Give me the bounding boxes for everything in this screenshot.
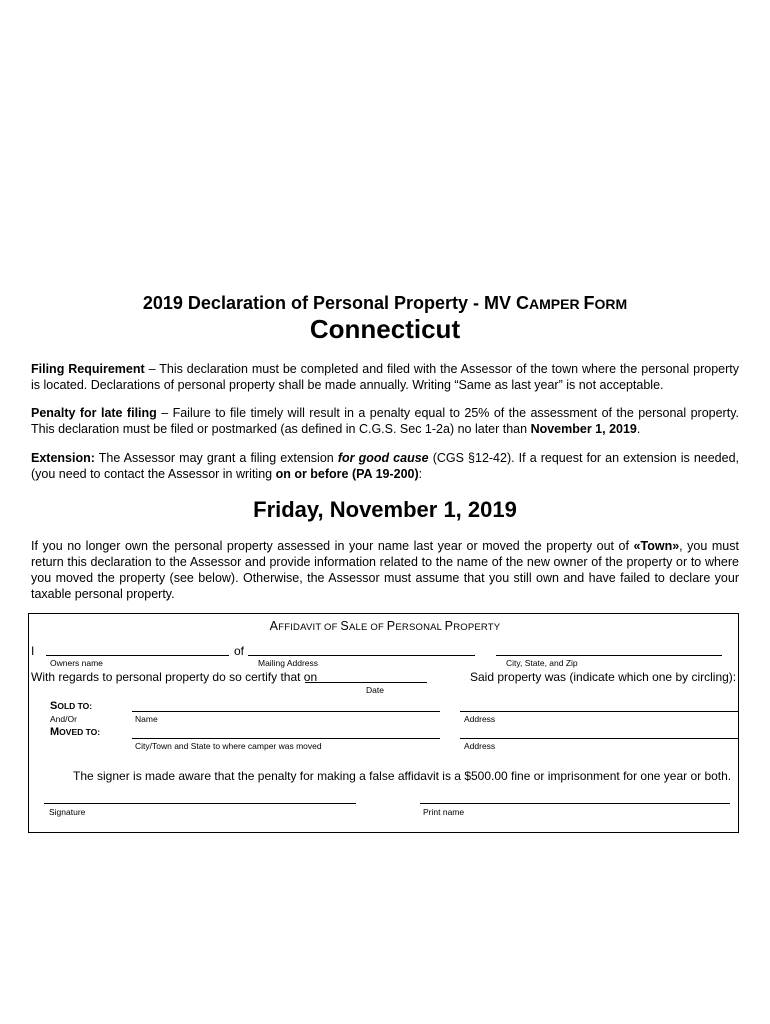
state-heading: Connecticut (309, 314, 461, 344)
sold-address-caption: Address (464, 714, 496, 724)
moved-address-caption: Address (464, 741, 496, 751)
affidavit-title-a: A (269, 619, 279, 633)
said-property-statement: Said property was (indicate which one by circling): (470, 670, 737, 684)
moved-city-line[interactable] (132, 738, 440, 739)
form-title-main: 2019 Declaration of Personal Property - MV (142, 293, 516, 313)
moved-to-label (50, 726, 100, 738)
extension-deadline-phrase: on or before (PA 19-200) (275, 467, 419, 481)
city-state-zip-caption: City, State, and Zip (506, 658, 578, 668)
of-label: of (234, 644, 245, 658)
late-filing-label: Penalty for late filing (31, 406, 157, 420)
signature-caption: Signature (49, 807, 86, 817)
name-caption: Name (135, 714, 158, 724)
notice-text-2: , you must return this declaration to the Assessor and provide information related to the name of the new owner of the property or to where you moved the property (see below). Otherwise, the Assessor must assume that you still own and have failed to declare your taxable personal property. (31, 539, 739, 601)
form-title-form-f: F (583, 293, 595, 313)
extension-label: Extension: (31, 451, 95, 465)
form-title-form-rest: ORM (594, 296, 628, 312)
moved-to-rest: OVED TO: (59, 727, 101, 737)
owners-name-caption: Owners name (50, 658, 103, 668)
print-name-line[interactable] (420, 803, 730, 804)
certify-statement: With regards to personal property do so certify that on (31, 670, 318, 684)
affidavit-title-ale: ALE OF (348, 622, 387, 633)
extension-text-2: (CGS §12-42). If a request for an extension is needed, (you need to contact the Assessor in writing (31, 451, 740, 481)
print-name-caption: Print name (423, 807, 465, 817)
extension-paragraph (31, 450, 739, 482)
affidavit-title-p2: P (444, 619, 454, 633)
late-filing-text: – Failure to file timely will result in a penalty equal to 25% of the assessment of the personal property. This declaration must be filed or postmarked (as defined in C.G.S. Sec 1-2a) no later than (31, 406, 739, 436)
affidavit-title (0, 619, 770, 633)
extension-text-1: The Assessor may grant a filing extension (94, 451, 338, 465)
notice-text-1: If you no longer own the personal property assessed in your name last year or moved the property out of (31, 539, 634, 553)
false-affidavit-warning: The signer is made aware that the penalty for making a false affidavit is a $500.00 fine or imprisonment for one year or both. (73, 769, 732, 783)
filing-requirement-paragraph (31, 361, 739, 393)
late-filing-end: . (636, 422, 641, 436)
form-title-camper-c: C (516, 293, 529, 313)
i-label: I (31, 644, 35, 658)
mailing-address-line[interactable] (248, 655, 475, 656)
sold-address-line[interactable] (460, 711, 739, 712)
form-title-camper-rest: AMPER (529, 296, 584, 312)
city-town-caption: City/Town and State to where camper was moved (135, 741, 322, 751)
filing-requirement-text: – This declaration must be completed and filed with the Assessor of the town where the personal property is located. Declarations of personal property shall be made annually. Writing “Same as last year” is not acceptable. (31, 362, 739, 392)
mailing-address-caption: Mailing Address (258, 658, 319, 668)
affidavit-title-ersonal: ERSONAL (395, 622, 445, 633)
notice-town: «Town» (633, 539, 680, 553)
moved-to-m: M (50, 726, 60, 738)
notice-paragraph (31, 538, 739, 602)
sold-to-label (50, 700, 92, 712)
late-filing-paragraph (31, 405, 739, 437)
owners-name-line[interactable] (46, 655, 229, 656)
affidavit-title-s: S (340, 619, 349, 633)
sold-name-line[interactable] (132, 711, 440, 712)
affidavit-title-p1: P (386, 619, 396, 633)
extension-end: : (418, 467, 423, 481)
affidavit-title-roperty: ROPERTY (453, 622, 501, 633)
form-title (0, 293, 770, 314)
andor-label: And/Or (50, 714, 77, 724)
deadline-heading: Friday, November 1, 2019 (253, 497, 517, 522)
city-state-zip-line[interactable] (496, 655, 722, 656)
date-line[interactable] (305, 682, 427, 683)
filing-requirement-label: Filing Requirement (31, 362, 145, 376)
sold-to-rest: OLD TO: (57, 701, 93, 711)
late-filing-date: November 1, 2019 (530, 422, 637, 436)
sold-to-s: S (50, 700, 58, 712)
affidavit-title-ffidavit: FFIDAVIT OF (278, 622, 341, 633)
signature-line[interactable] (44, 803, 356, 804)
moved-address-line[interactable] (460, 738, 739, 739)
date-caption: Date (366, 685, 384, 695)
extension-good-cause: for good cause (337, 451, 429, 465)
